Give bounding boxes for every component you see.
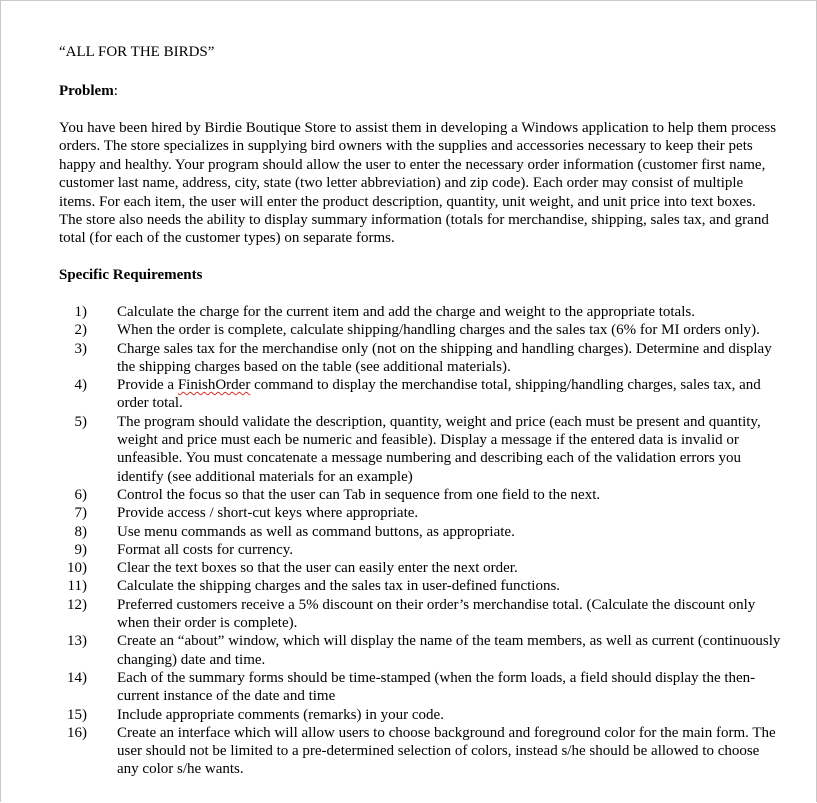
list-item: [59, 669, 784, 706]
list-item-number: 8): [74, 523, 87, 540]
list-item-text: Format all costs for currency.: [117, 541, 294, 558]
list-item: [59, 504, 784, 522]
list-item: [59, 413, 784, 486]
list-item-text: Charge sales tax for the merchandise only (not on the shipping and handling charges). Determine and display the shipping charges based on the table (see additional materials).: [117, 340, 772, 375]
list-item-text: Create an “about” window, which will display the name of the team members, as well as current (continuously changing) date and time.: [117, 633, 781, 668]
list-item: [59, 523, 784, 541]
list-item: [59, 632, 784, 669]
list-item-text: Calculate the charge for the current item and add the charge and weight to the appropriate totals.: [117, 304, 695, 320]
problem-heading: [59, 82, 118, 100]
list-item: [59, 321, 784, 339]
requirements-heading: Specific Requirements: [59, 267, 203, 283]
list-item-text: Preferred customers receive a 5% discount on their order’s merchandise total. (Calculate the discount only when their order is complete).: [117, 596, 756, 632]
list-item: [59, 559, 784, 577]
problem-heading-text: Problem: [59, 83, 114, 99]
problem-heading-colon: :: [113, 83, 118, 99]
requirements-list: [59, 303, 784, 779]
list-item-number: 9): [74, 541, 87, 558]
list-item-number: 4): [74, 377, 87, 394]
list-item-text: Clear the text boxes so that the user can easily enter the next order.: [117, 560, 518, 577]
list-item-number: 14): [67, 669, 87, 686]
list-item-text: Provide access / short-cut keys where appropriate.: [117, 505, 419, 522]
list-item-text: Include appropriate comments (remarks) in your code.: [117, 706, 444, 723]
list-item-text: Use menu commands as well as command buttons, as appropriate.: [117, 523, 515, 540]
list-item-text: [117, 376, 784, 413]
list-item-text: Create an interface which will allow users to choose background and foreground color for the main form. The user should not be limited to a pre-determined selection of colors, instead s/he should be allowed to choose any color s/he wants.: [117, 724, 776, 778]
list-item-number: 5): [74, 413, 87, 430]
list-item-number: 15): [67, 706, 87, 723]
list-item: [59, 724, 784, 779]
list-item: [59, 577, 784, 595]
list-item-number: 7): [74, 505, 87, 522]
list-item: [59, 541, 784, 559]
list-item-number: 12): [67, 596, 87, 613]
document-title: “ALL FOR THE BIRDS”: [59, 44, 215, 60]
list-item: [59, 340, 784, 377]
list-item: [59, 706, 784, 724]
list-item-number: 13): [67, 633, 87, 650]
list-item: [59, 486, 784, 504]
list-item-number: 10): [67, 560, 87, 577]
list-item-text-post: command to display the merchandise total, shipping/handling charges, sales tax, and order total.: [117, 377, 761, 412]
list-item-text: Control the focus so that the user can Tab in sequence from one field to the next.: [117, 486, 601, 503]
list-item-number: 2): [74, 322, 87, 339]
list-item-text: When the order is complete, calculate shipping/handling charges and the sales tax (6% for MI orders only).: [117, 322, 760, 339]
list-item: [59, 376, 784, 413]
list-item-number: 1): [74, 304, 87, 320]
list-item-text: Each of the summary forms should be time-stamped (when the form loads, a field should display the then-current instance of the date and time: [117, 669, 756, 705]
list-item-text: The program should validate the description, quantity, weight and price (each must be present and quantity, weight and price must each be numeric and feasible). Display a message if the entered data is invalid or unfeasible. You must concatenate a message numbering and describing each of the validation errors you identify (see additional materials for an example): [117, 413, 761, 485]
list-item-number: 16): [67, 724, 87, 741]
list-item-number: 3): [74, 340, 87, 357]
spellcheck-flagged-word[interactable]: FinishOrder: [177, 377, 251, 394]
list-item-number: 11): [67, 578, 87, 595]
list-item: [59, 596, 784, 633]
list-item-text: Calculate the shipping charges and the sales tax in user-defined functions.: [117, 578, 561, 595]
list-item: [59, 303, 784, 321]
problem-paragraph: You have been hired by Birdie Boutique Store to assist them in developing a Windows application to help them process orders. The store specializes in supplying bird owners with the supplies and accessories necessary to keep their pets happy and healthy. Your program should allow the user to enter the necessary order information (customer first name, customer last name, address, city, state (two letter abbreviation) and zip code). Each order may consist of multiple items. For each item, the user will enter the product description, quantity, unit weight, and unit price into text boxes. The store also needs the ability to display summary information (totals for merchandise, shipping, sales tax, and grand total (for each of the customer types) on separate forms.: [59, 120, 777, 247]
list-item-number: 6): [74, 486, 87, 503]
list-item-text-pre: Provide a: [117, 377, 178, 394]
